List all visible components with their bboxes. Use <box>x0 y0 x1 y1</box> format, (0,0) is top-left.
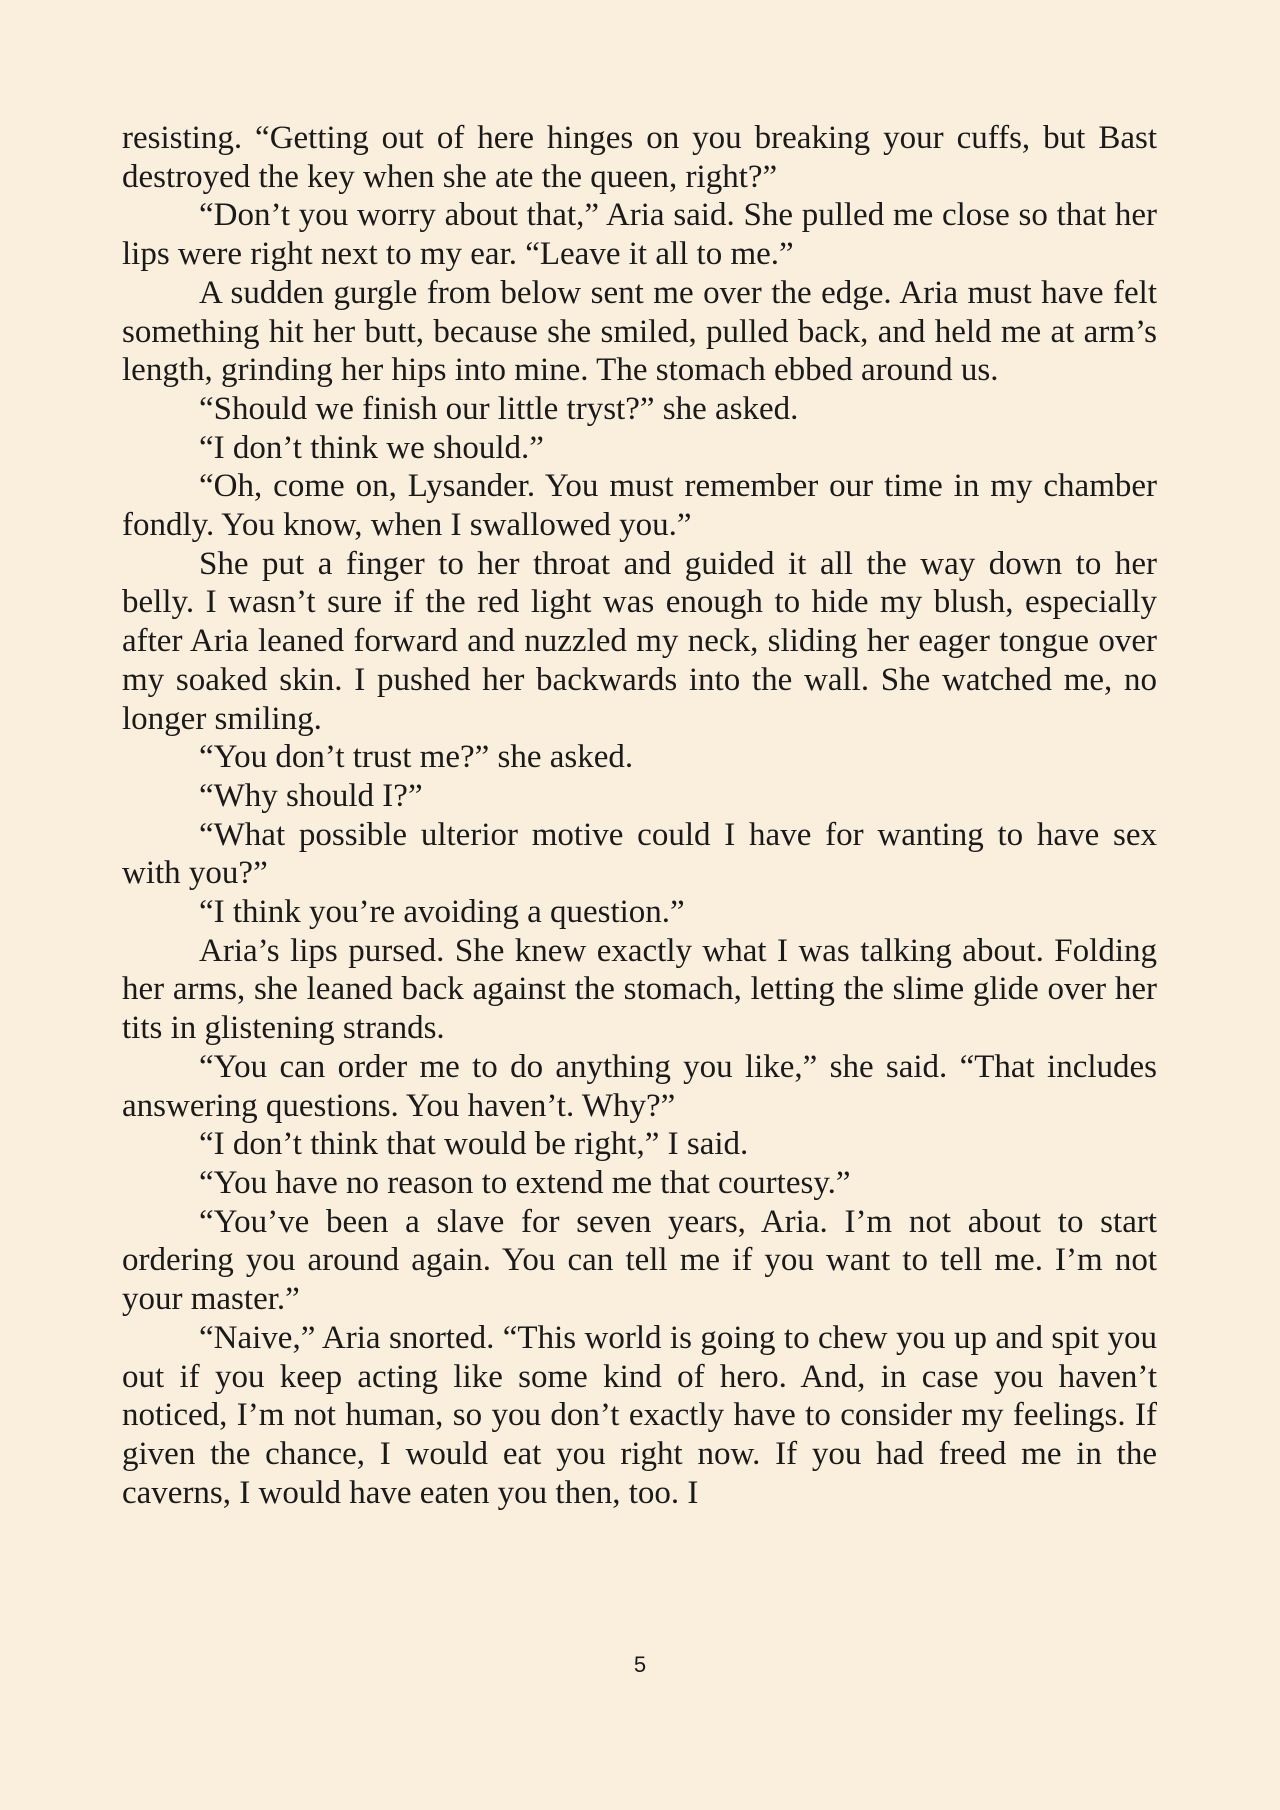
paragraph: A sudden gurgle from below sent me over the edge. Aria must have felt something hit her butt, because she smiled, pulled back, and held me at arm’s length, grinding her hips into mine. The stomach ebbed around us. <box>122 274 1157 389</box>
paragraph: Aria’s lips pursed. She knew exactly what I was talking about. Folding her arms, she leaned back against the stomach, letting the slime glide over her tits in glistening strands. <box>122 932 1157 1047</box>
paragraph: “You don’t trust me?” she asked. <box>199 739 634 776</box>
paragraph: “Naive,” Aria snorted. “This world is going to chew you up and spit you out if you keep acting like some kind of hero. And, in case you haven’t noticed, I’m not human, so you don’t exactly have to consider my feelings. If given the chance, I would eat you right now. If you had freed me in the caverns, I would have eaten you then, too. I <box>122 1319 1157 1511</box>
page-number: 5 <box>633 1652 647 1677</box>
paragraph: “You can order me to do anything you like,” she said. “That includes answering questions. You haven’t. Why?” <box>122 1048 1157 1124</box>
paragraph: “You have no reason to extend me that courtesy.” <box>199 1164 851 1201</box>
body-text <box>122 119 1157 1512</box>
page-content <box>122 119 1157 1512</box>
paragraph: “Oh, come on, Lysander. You must remember our time in my chamber fondly. You know, when I swallowed you.” <box>122 468 1157 544</box>
paragraph: resisting. “Getting out of here hinges on you breaking your cuffs, but Bast destroyed the key when she ate the queen, right?” <box>122 120 1157 195</box>
paragraph: “Why should I?” <box>199 777 423 814</box>
paragraph: “Should we finish our little tryst?” she asked. <box>199 390 799 427</box>
paragraph: “What possible ulterior motive could I have for wanting to have sex with you?” <box>122 816 1157 892</box>
paragraph: She put a finger to her throat and guided it all the way down to her belly. I wasn’t sure if the red light was enough to hide my blush, especially after Aria leaned forward and nuzzled my neck, sliding her eager tongue over my soaked skin. I pushed her backwards into the wall. She watched me, no longer smiling. <box>122 545 1157 737</box>
paragraph: “Don’t you worry about that,” Aria said. She pulled me close so that her lips were right next to my ear. “Leave it all to me.” <box>122 197 1157 273</box>
paragraph: “I don’t think that would be right,” I said. <box>199 1126 749 1163</box>
paragraph: “You’ve been a slave for seven years, Aria. I’m not about to start ordering you around again. You can tell me if you want to tell me. I’m not your master.” <box>122 1203 1157 1318</box>
paragraph: “I don’t think we should.” <box>199 429 544 466</box>
paragraph: “I think you’re avoiding a question.” <box>199 894 685 931</box>
